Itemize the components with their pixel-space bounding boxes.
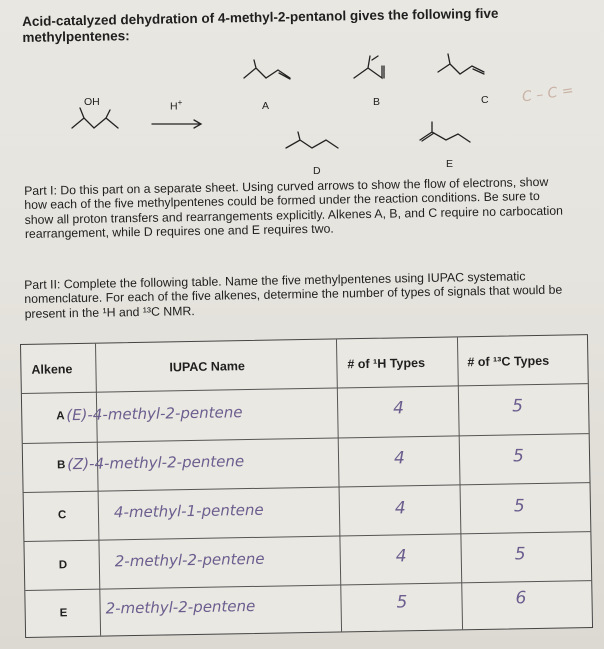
row-b-iupac-name[interactable]: (Z)-4-methyl-2-pentene <box>66 452 245 474</box>
acid-catalyst-symbol: H <box>170 100 178 113</box>
row-a-label: A <box>56 410 65 423</box>
row-c-iupac-name[interactable]: 4-methyl-1-pentene <box>113 500 264 522</box>
header-divider <box>22 383 588 394</box>
product-e-skeleton <box>420 122 470 142</box>
product-label-c: C <box>481 94 489 106</box>
reactant-skeleton <box>72 108 118 128</box>
product-d-skeleton <box>286 132 338 148</box>
row-e-h-types[interactable]: 5 <box>396 592 408 613</box>
product-label-b: B <box>373 96 381 108</box>
row-d-label: D <box>58 559 68 572</box>
part-two-instructions: Part II: Complete the following table. Name the five methylpentenes using IUPAC systematic nomenclature. For each of the five alkenes, determine the number of types of signals that would be present in the ¹H and ¹³C NMR. <box>24 269 563 321</box>
row-e-iupac-name[interactable]: 2-methyl-2-pentene <box>105 596 256 618</box>
row-c-h-types[interactable]: 4 <box>394 498 406 519</box>
product-label-d: D <box>313 165 321 177</box>
row-e-c-types[interactable]: 6 <box>515 588 527 609</box>
row-c-c-types[interactable]: 5 <box>513 496 525 517</box>
row-b-c-types[interactable]: 5 <box>512 446 525 467</box>
header-h-types: # of ¹H Types <box>347 355 426 372</box>
row-c-label: C <box>57 509 67 522</box>
row-d-h-types[interactable]: 4 <box>395 546 407 567</box>
product-a-skeleton <box>244 60 290 79</box>
row-a-iupac-name[interactable]: (E)-4-methyl-2-pentene <box>66 403 243 425</box>
product-b-skeleton <box>354 56 384 78</box>
reaction-scheme <box>0 0 604 180</box>
acid-catalyst-charge: + <box>177 98 183 107</box>
row-e-label: E <box>59 607 68 620</box>
acid-catalyst-label <box>170 98 182 113</box>
header-c-types: # of ¹³C Types <box>467 353 550 370</box>
product-label-a: A <box>262 100 270 112</box>
row-d-iupac-name[interactable]: 2-methyl-2-pentene <box>114 549 265 571</box>
header-iupac-name: IUPAC Name <box>169 359 246 375</box>
row-divider <box>24 482 590 493</box>
row-b-h-types[interactable]: 4 <box>393 448 406 469</box>
reactant-oh-label: OH <box>84 96 100 108</box>
handwritten-margin-note: C – C = <box>521 82 575 106</box>
row-divider <box>23 433 589 444</box>
row-divider <box>25 580 591 591</box>
row-a-c-types[interactable]: 5 <box>511 396 524 417</box>
answer-table <box>20 334 593 638</box>
product-c-skeleton <box>438 54 484 74</box>
part-one-instructions: Part I: Do this part on a separate sheet. Using curved arrows to show the flow of electrons, show how each of the five methylpentenes could be formed under the reaction conditions. Be sure to show all proton transfers and rearrangements explicitly. Alkenes A, B, and C require no carbocation rearrangement, while D requires one and E requires two. <box>24 174 564 242</box>
row-d-c-types[interactable]: 5 <box>514 544 526 565</box>
page-title: Acid-catalyzed dehydration of 4-methyl-2-pentanol gives the following five methylpentenes: <box>22 5 499 45</box>
row-b-label: B <box>57 459 66 472</box>
row-divider <box>24 531 590 542</box>
header-alkene: Alkene <box>31 362 73 377</box>
row-a-h-types[interactable]: 4 <box>393 398 405 419</box>
product-label-e: E <box>446 158 454 170</box>
